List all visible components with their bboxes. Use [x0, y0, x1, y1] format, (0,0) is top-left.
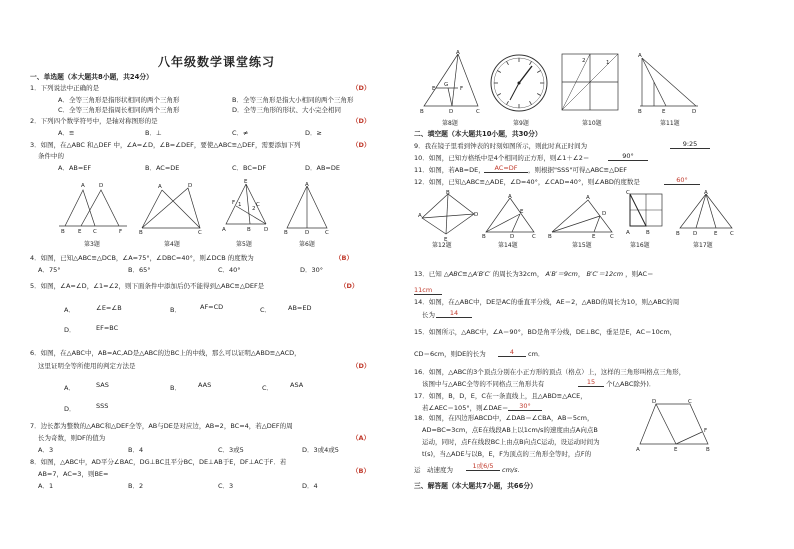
q7-answer: （A）	[352, 434, 371, 442]
svg-text:2: 2	[252, 206, 256, 212]
svg-text:A: A	[508, 194, 512, 200]
q7-stem-cont: 长为奇数，则DF的值为	[38, 434, 106, 442]
figure-q12	[418, 190, 479, 243]
q3-stem: 3．如图，在△ABC 和△DEF 中，∠A=∠D，∠B=∠DEF，要使△ABC≌△DEF，需要添加下列	[30, 141, 301, 149]
section2-heading: 二、填空题（本大题共10小题，共30分）	[414, 130, 542, 138]
caption-q3: 第3题	[84, 241, 100, 248]
svg-text:E: E	[674, 447, 678, 453]
svg-text:C: C	[626, 190, 630, 196]
q16-tail: 个(△ABC除外)．	[606, 380, 656, 388]
svg-text:B: B	[548, 234, 552, 240]
svg-text:B: B	[706, 447, 710, 453]
svg-text:D: D	[602, 211, 607, 217]
q6-option-b-label: B．	[170, 384, 181, 392]
svg-text:B: B	[139, 230, 143, 236]
svg-text:C: C	[325, 230, 329, 236]
svg-text:A: A	[586, 195, 590, 201]
figure-q17	[676, 190, 736, 238]
svg-text:D: D	[188, 183, 193, 189]
figure-q3	[55, 178, 135, 234]
svg-text:A: A	[222, 227, 226, 233]
q6-option-c-label: C．	[262, 384, 274, 392]
caption-q8: 第8题	[442, 120, 458, 127]
q5-stem: 5．如图，∠A=∠D，∠1=∠2，则下面条件中添加后仍不能得到△ABC≌△DEF是	[30, 282, 265, 290]
svg-text:A: A	[636, 447, 640, 453]
q14-answer: 14	[436, 309, 472, 318]
q8-option-a: A．1	[38, 482, 54, 490]
q6-option-d: SSS	[96, 402, 109, 410]
svg-text:E: E	[78, 229, 82, 235]
q3-answer: （D）	[352, 141, 371, 149]
q12-text: 12．如图，已知△ABC≌△ADE，∠D=40°，∠CAD=40°，则∠ABD的度数是	[414, 178, 640, 186]
q15-unit: cm．	[528, 350, 545, 358]
q11-tail: ，则根据"SSS"可得△ABC≌△DEF	[528, 166, 627, 174]
q18-text-2: AD=BC=3cm，点E在线段AB上以1cm/s的速度由点A向点B	[422, 426, 598, 434]
q6-stem: 6．如图，在△ABC中，AB=AC,AD是△ABC的边BC上的中线，那么可以证明△ABD≌△ACD，	[30, 349, 301, 357]
q1-option-c: C．全等三角形是指周长相同的两个三角形	[58, 106, 180, 114]
q2-option-a: A．≌	[58, 129, 75, 137]
svg-text:B: B	[446, 190, 450, 196]
q6-stem-cont: 这里证明全等所使用的判定方法是	[38, 362, 136, 370]
caption-q9: 第9题	[513, 120, 529, 127]
figure-q4	[138, 182, 206, 234]
q18-answer: 1或6/5	[466, 462, 500, 471]
q5-option-b-label: B．	[170, 306, 181, 314]
svg-text:E: E	[520, 209, 524, 215]
q4-stem: 4．如图，已知△ABC≌△DCB，∠A=75°，∠DBC=40°，则∠DCB 的度数为	[30, 254, 254, 262]
svg-text:F: F	[460, 86, 464, 92]
q4-option-b: B．65°	[128, 266, 151, 274]
q14-text: 14．如图，在△ABC中，DE是AC的垂直平分线，AE＝2，△ABD的周长为10，则△ABC的周	[414, 298, 680, 306]
svg-text:E: E	[244, 179, 248, 185]
q18-text-5: 运 动速度为	[414, 466, 453, 474]
q5-option-a-label: A．	[64, 306, 75, 314]
q1-stem: 1．下列说法中正确的是	[30, 84, 100, 92]
q15-text: 15．如图所示，△ABC中，∠A＝90°，BD是角平分线，DE⊥BC，垂足是E，AC＝10cm，	[414, 328, 677, 336]
svg-text:1: 1	[606, 60, 610, 66]
q3-option-b: B．AC=DE	[145, 164, 180, 172]
q7-option-d: D．3或4或5	[302, 446, 339, 454]
q5-option-a: ∠E=∠B	[96, 304, 122, 312]
q17-text: 17．如图，B，D，E，C在一条直线上，且△ABD≌△ACE，	[414, 392, 587, 400]
q6-option-d-label: D．	[64, 405, 76, 413]
svg-text:C: C	[198, 230, 202, 236]
svg-text:D: D	[652, 399, 657, 405]
caption-q10: 第10题	[582, 120, 602, 127]
svg-text:B: B	[61, 229, 65, 235]
q17-answer: 30°	[508, 402, 542, 411]
svg-text:C: C	[688, 399, 692, 405]
q16-answer: 15	[578, 378, 604, 387]
caption-q11: 第11题	[660, 120, 680, 127]
svg-text:C: C	[730, 231, 734, 237]
q16-text-cont: 该图中与△ABC全等的不同格点三角形共有	[422, 380, 545, 388]
q4-option-c: C．40°	[218, 266, 241, 274]
svg-text:E: E	[432, 86, 436, 92]
svg-text:B: B	[646, 230, 650, 236]
svg-text:A: A	[704, 190, 708, 196]
q4-option-a: A．75°	[38, 266, 61, 274]
svg-text:E: E	[662, 109, 666, 115]
figure-q14	[482, 194, 538, 238]
caption-q6: 第6题	[299, 241, 315, 248]
svg-text:B: B	[482, 234, 486, 240]
svg-text:1: 1	[238, 202, 242, 208]
q16-text: 16．如图，△ABC的3个顶点分别在小正方形的顶点（格点）上，这样的三角形叫格点三角形，	[414, 368, 686, 376]
q11-answer: AC=DF	[484, 164, 528, 173]
figure-q10-grid	[560, 52, 622, 114]
q2-option-b: B．⊥	[145, 129, 162, 137]
right-column	[400, 0, 794, 549]
svg-text:D: D	[692, 109, 697, 115]
q6-option-a: SAS	[96, 381, 109, 389]
svg-text:F: F	[232, 200, 236, 206]
q3-stem-cont: 条件中的	[38, 152, 64, 160]
figure-q18	[636, 398, 716, 454]
q9-text: 9．我在镜子里看到钟表的时刻如图所示，则此时真正时间为	[414, 142, 588, 150]
q7-option-b: B．4	[128, 446, 144, 454]
svg-text:F: F	[119, 229, 123, 235]
svg-text:E: E	[592, 234, 596, 240]
q8-stem-cont: AB=7，AC=3，则BE=	[38, 470, 109, 478]
caption-q4: 第4题	[164, 241, 180, 248]
svg-text:D: D	[264, 227, 269, 233]
q2-option-c: C．≠	[232, 129, 249, 137]
q8-option-b: B．2	[128, 482, 144, 490]
q13-text: 13．已知 △ABC≌△A′B′C′ 的周长为32cm， A′B′＝9cm， B′C′＝12cm ，则AC＝	[414, 270, 654, 278]
q6-answer: （D）	[352, 362, 371, 370]
figure-q11	[638, 52, 700, 114]
q6-option-b: AAS	[198, 381, 212, 389]
q2-answer: （D）	[352, 117, 371, 125]
q3-option-d: D．AB=DE	[305, 164, 340, 172]
svg-text:B: B	[676, 231, 680, 237]
q1-option-b: B．全等三角形是指大小相同的两个三角形	[232, 96, 354, 104]
svg-text:B: B	[284, 230, 288, 236]
q13-answer: 11cm	[414, 286, 442, 295]
svg-text:B: B	[638, 109, 642, 115]
q4-answer: （B）	[335, 254, 353, 262]
q2-stem: 2．下列四个数学符号中，是轴对称图形的是	[30, 117, 158, 125]
caption-q12: 第12题	[432, 242, 452, 249]
q12-answer: 60°	[664, 176, 700, 185]
q18-text: 18．如图，在四边形ABCD中，∠DAB＝∠CBA，AB＝5cm，	[414, 414, 594, 422]
svg-text:D: D	[305, 230, 310, 236]
q5-option-c-label: C．	[260, 306, 272, 314]
svg-text:2: 2	[582, 58, 586, 64]
q6-option-a-label: A．	[64, 384, 75, 392]
q6-option-c: ASA	[290, 381, 304, 389]
figure-q8	[418, 50, 484, 116]
svg-text:A: A	[626, 230, 630, 236]
svg-text:A: A	[81, 183, 85, 189]
q8-answer: （B）	[352, 467, 370, 475]
svg-text:B: B	[247, 227, 251, 233]
svg-text:E: E	[444, 237, 448, 243]
q5-answer: （D）	[340, 282, 359, 290]
q7-stem: 7．边长都为整数的△ABC和△DEF全等，AB与DE是对应边，AB=2，BC=4，若△DEF的周	[30, 422, 293, 430]
section3-heading: 三、解答题（本大题共7小题，共66分）	[414, 482, 537, 490]
caption-q17: 第17题	[693, 242, 713, 249]
svg-text:D: D	[449, 109, 454, 115]
svg-text:A: A	[638, 53, 642, 59]
q3-option-a: A．AB=EF	[58, 164, 92, 172]
section1-heading: 一、单选题（本大题共8小题，共24分）	[30, 73, 153, 81]
q1-answer: （D）	[352, 84, 371, 92]
q15-answer: 4	[498, 348, 526, 357]
caption-q14: 第14题	[498, 242, 518, 249]
svg-text:C: C	[476, 109, 480, 115]
q18-text-4: t(s)，当△ADE与以B，E，F为顶点的三角形全等时，点F的	[422, 450, 592, 458]
q18-text-3: 运动，同时，点F在线段BC上由点B向点C运动，设运动时间为	[422, 438, 600, 446]
q1-option-d: D．全等三角形的形状、大小完全相同	[232, 106, 342, 114]
svg-text:D: D	[99, 183, 104, 189]
svg-text:A: A	[305, 182, 309, 188]
caption-q16: 第16题	[630, 242, 650, 249]
q14-text-cont: 长为	[422, 311, 435, 319]
q5-option-d-label: D．	[64, 326, 76, 334]
q5-option-b: AF=CD	[200, 303, 224, 311]
svg-text:A: A	[456, 50, 460, 56]
q8-stem: 8．如图，△ABC中，AD平分∠BAC，DG⊥BC且平分BC，DE⊥AB于E，DF⊥AC于F．若	[30, 458, 287, 466]
q5-option-c: AB=ED	[288, 304, 312, 312]
q1-option-a: A．全等三角形是指形状相同的两个三角形	[58, 96, 180, 104]
svg-text:D: D	[510, 234, 515, 240]
svg-text:B: B	[420, 109, 424, 115]
figure-q15	[548, 194, 618, 238]
caption-q15: 第15题	[572, 242, 592, 249]
svg-text:C: C	[93, 229, 97, 235]
q5-option-d: EF=BC	[96, 324, 119, 332]
figure-q16-grid	[626, 190, 666, 238]
q2-option-d: D．≥	[305, 129, 322, 137]
svg-text:F: F	[704, 428, 708, 434]
figure-q6	[283, 182, 333, 234]
q4-option-d: D．30°	[300, 266, 324, 274]
svg-text:A: A	[158, 184, 162, 190]
page-title: 八年级数学课堂练习	[158, 55, 276, 69]
q17-text-cont: 若∠AEC＝105°，则∠DAE＝	[422, 404, 509, 412]
svg-text:G: G	[444, 82, 449, 88]
q7-option-c: C．3或5	[218, 446, 244, 454]
figure-q9-clock	[488, 52, 550, 114]
figure-q5	[220, 178, 276, 234]
caption-q5: 第5题	[236, 241, 252, 248]
svg-text:A: A	[418, 213, 422, 219]
q10-answer: 90°	[608, 152, 648, 161]
q7-option-a: A．3	[38, 446, 54, 454]
q10-text: 10．如图，已知方格纸中是4个相同的正方形，则∠1＋∠2＝	[414, 154, 590, 162]
q9-answer: 9:25	[670, 140, 710, 149]
q8-option-c: C．3	[218, 482, 234, 490]
q8-option-d: D．4	[302, 482, 318, 490]
svg-text:D: D	[693, 231, 698, 237]
q15-text-cont: CD＝6cm，则DE的长为	[414, 350, 486, 358]
svg-text:D: D	[474, 212, 479, 218]
svg-text:E: E	[714, 231, 718, 237]
q11-text: 11．如图，若AB=DE，	[414, 166, 485, 174]
svg-text:C: C	[256, 202, 260, 208]
svg-text:C: C	[610, 234, 614, 240]
q18-unit: cm/s．	[502, 466, 524, 474]
svg-text:C: C	[532, 234, 536, 240]
q3-option-c: C．BC=DF	[232, 164, 267, 172]
